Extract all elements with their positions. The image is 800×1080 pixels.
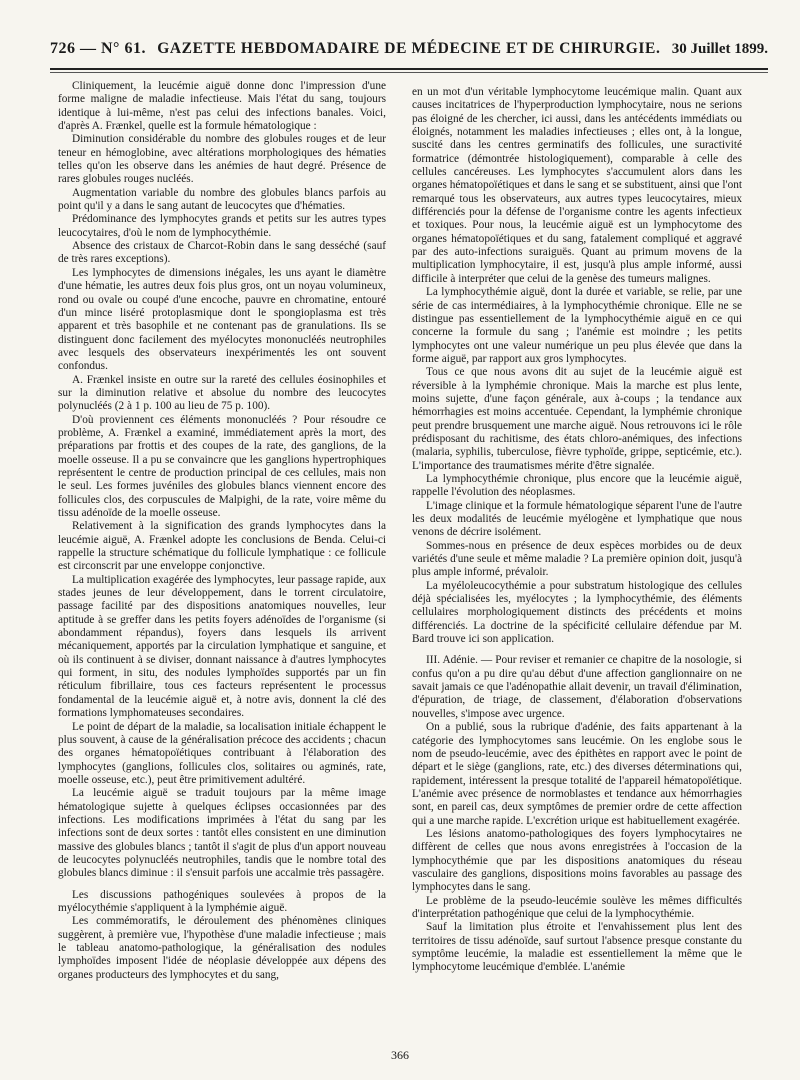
page-issue-number: 726 — N° 61. [50, 40, 146, 57]
right-column [412, 86, 742, 975]
section-paragraph-adenie: III. Adénie. — Pour reviser et remanier ce chapitre de la nosologie, si confus qu'on a pu dire qu'au début d'une affection ganglionnaire on ne savait jamais ce que l'adénopathie allait devenir, un travail d'élimination, d'épuration, de triage, de classement, d'élaboration d'observations nouvelles, s'impose avec urgence. [412, 654, 742, 720]
issue-date: 30 Juillet 1899. [671, 41, 768, 57]
paragraph: D'où proviennent ces éléments mononucléés ? Pour résoudre ce problème, A. Frænkel a examiné, immédiatement après la mort, des préparations par frottis et des coupes de la rate, des ganglions, de la moelle osseuse. Il a pu se convaincre que les ganglions hypertrophiques représentent le centre de production principal de ces cellules, mais non le seul. Les formes juvéniles des globules blancs viennent encore des follicules clos, des corpuscules de Malpighi, de la rate, voire même du tissu adénoïde de la moelle osseuse. [58, 413, 386, 519]
header-rule [50, 68, 768, 73]
paragraph: La multiplication exagérée des lymphocytes, leur passage rapide, aux stades jeunes de leur développement, dans le torrent circulatoire, passage facilité par des dispositions anatomiques nouvelles, leur aptitude à se greffer dans les petits foyers adénoïdes de l'organisme (si abondamment répandus), foyers dans lesquels ils arrivent mécaniquement, apportés par la circulation lymphatique et sanguine, et où ils continuent à se diviser, donnant naissance à d'autres lymphocytes qui forment, in situ, des nodules lymphoïdes supportés par un fin réticulum fibrillaire, tous ces facteurs représentent le processus fondamental de la leucémie aiguë et, à notre avis, donnent la clé des formations lymphomateuses secondaires. [58, 573, 386, 720]
page-number: 366 [391, 1048, 409, 1062]
paragraph: Les discussions pathogéniques soulevées à propos de la myélocythémie s'appliquent à la lymphémie aiguë. [58, 888, 386, 914]
paragraph: Tous ce que nous avons dit au sujet de la leucémie aiguë est réversible à la lymphémie chronique. Mais la marche est plus lente, moins sujette, d'une façon générale, aux à-coups ; la tendance aux hémorrhagies est moins accentuée. Cependant, la lymphémie chronique peut prendre brusquement une marche aiguë. Nous retrouvons ici le rôle prédisposant du rachitisme, des états chloro-anémiques, des infections (malaria, syphilis, tuberculose, fièvre typhoïde, grippe, septicémie, etc.). L'importance des traumatismes mérite d'être signalée. [412, 366, 742, 472]
paragraph: La myéloleucocythémie a pour substratum histologique des cellules déjà spécialisées les, myélocytes ; la lymphocythémie, des éléments cellulaires morphologiquement distincts des précédents et moins différenciés. La doctrine de la spécificité cellulaire défendue par M. Bard trouve ici son application. [412, 579, 742, 646]
left-column [58, 80, 386, 982]
paragraph: Sommes-nous en présence de deux espèces morbides ou de deux variétés d'une seule et même maladie ? La première opinion doit, jusqu'à plus ample informé, prévaloir. [412, 539, 742, 579]
paragraph: Les lymphocytes de dimensions inégales, les uns ayant le diamètre d'une hématie, les autres deux fois plus gros, ont un noyau volumineux, rond ou ovale ou coupé d'une encoche, pauvre en chromatine, entouré d'un mince liséré protoplasmique dont le spongioplasma est très apparent et très basophile et ne contenant pas de granulations. Ils se distinguent donc facilement des myélocytes mononucléés neutrophiles avec lesquels des observateurs inexpérimentés les ont souvent confondus. [58, 266, 386, 373]
paragraph: Les lésions anatomo-pathologiques des foyers lymphocytaires ne diffèrent de celles que nous avons enregistrées à l'occasion de la lymphocythémie que par les dispositions anatomiques du réseau vasculaire des ganglions, dispositions moins favorables au passage des lymphocytes dans le sang. [412, 827, 742, 894]
paragraph: Diminution considérable du nombre des globules rouges et de leur teneur en hémoglobine, avec altérations morphologiques des hématies telles qu'on les observe dans les anémies de haut degré. Présence de rares globules rouges nucléés. [58, 133, 386, 186]
paragraph: La lymphocythémie chronique, plus encore que la leucémie aiguë, rappelle l'évolution des néoplasmes. [412, 472, 742, 499]
paragraph: en un mot d'un véritable lymphocytome leucémique malin. Quant aux causes incitatrices de l'hyperproduction lymphocytaire, nous ne serions pas éloigné de les chercher, ici aussi, dans les antécédents immédiats ou éloignés, notamment les maladies infectieuses ; elles ont, à la longue, suscité dans les centres germinatifs des follicules, une suractivité formatrice (démontrée histologiquement), comparable à celle des cellules cancéreuses. Les lymphocytes s'accumulent alors dans les organes hématopoïétiques et dans le sang et se substituent, ainsi que l'ont remarqué tous les observateurs, aux autres types leucocytaires, mieux différenciés pour la défense de l'organisme contre les agents infectieux et toxiques. Pour nous, la leucémie aiguë est un lymphocytome des organes hématopoïétiques et du sang, fatalement compliqué et aggravé par des auto-infections suraiguës. Quant au primum movens de la multiplication lymphocytaire, il est, jusqu'à plus ample informé, aussi difficile à interpréter que celui de la genèse des tumeurs malignes. [412, 86, 742, 285]
paragraph: La lymphocythémie aiguë, dont la durée et variable, se relie, par une série de cas intermédiaires, à la lymphocythémie chronique. Elle ne se distingue pas essentiellement de la lymphocythémie aiguë en ce qui concerne la formule du sang ; l'anémie est moindre ; les petits lymphocytes ont une valeur numérique un peu plus élevée que dans la forme aiguë, par rapport aux gros lymphocytes. [412, 286, 742, 365]
journal-title: GAZETTE HEBDOMADAIRE DE MÉDECINE ET DE CHIRURGIE. [157, 40, 661, 57]
paragraph: Cliniquement, la leucémie aiguë donne donc l'impression d'une forme maligne de maladie infectieuse. Mais l'état du sang, toujours identique à lui-même, n'est pas celui des infections banales. Voici, d'après A. Frænkel, quelle est la formule hématologique : [58, 80, 386, 133]
paragraph: Sauf la limitation plus étroite et l'envahissement plus lent des territoires de tissu adénoïde, sauf surtout l'absence presque constante du symptôme leucémie, la maladie est essentiellement la même que le lymphocytome leucémique d'emblée. L'anémie [412, 921, 742, 974]
paragraph: Le problème de la pseudo-leucémie soulève les mêmes difficultés d'interprétation pathogénique que celui de la lymphocythémie. [412, 894, 742, 920]
paragraph: Prédominance des lymphocytes grands et petits sur les autres types leucocytaires, d'où le nom de lymphocythémie. [58, 213, 386, 239]
paragraph: On a publié, sous la rubrique d'adénie, des faits appartenant à la catégorie des lymphocytomes sans leucémie. On les englobe sous le nom de pseudo-leucémie, avec des épithètes en rapport avec le point de départ et le siège (ganglions, rate, etc.) des diverses déterminations qui, rapidement, intéressent la presque totalité de l'appareil hématopoïétique. L'anémie avec présence de normoblastes et tendance aux hémorrhagies sont, en pareil cas, deux symptômes de premier ordre de cette affection qui a une marche rapide. L'excrétion urique est habituellement exagérée. [412, 721, 742, 827]
paragraph: L'image clinique et la formule hématologique séparent l'une de l'autre les deux modalités de leucémie myélogène et lymphatique que nous venons de décrire isolément. [412, 499, 742, 539]
paragraph: Relativement à la signification des grands lymphocytes dans la leucémie aiguë, A. Frænkel adopte les conclusions de Benda. Celui-ci rappelle la structure schématique du follicule lymphatique : ce follicule est circonscrit par une enveloppe conjonctive. [58, 520, 386, 573]
paragraph: Les commémoratifs, le déroulement des phénomènes cliniques suggèrent, à première vue, l'hypothèse d'une maladie infectieuse ; mais le tableau anatomo-pathologique, la généralisation des nodules lymphoïdes imposent l'idée de néoplasie développée aux dépens des organes producteurs des lymphocytes et du sang, [58, 915, 386, 981]
paragraph: La leucémie aiguë se traduit toujours par la même image hématologique sujette à quelques éclipses occasionnées par des infections. Les modifications imprimées à l'état du sang par les infections sont de deux sortes : tantôt elles consistent en une diminution massive des globules blancs ; tantôt il s'agit de plus d'un apport nouveau de leucocytes polynucléés neutrophiles, tandis que le nombre total des globules blancs diminue : il s'ensuit parfois une accalmie très passagère. [58, 787, 386, 880]
paragraph: Augmentation variable du nombre des globules blancs parfois au point qu'il y a dans le sang autant de leucocytes que d'hématies. [58, 186, 386, 213]
paragraph: Le point de départ de la maladie, sa localisation initiale échappent le plus souvent, à cause de la généralisation précoce des accidents ; chacun des organes hématopoïétiques contribuant à l'élaboration des lymphocytes (ganglions, follicules clos, solitaires ou agminés, rate, moelle osseuse, etc.), peut être primitivement adultéré. [58, 720, 386, 786]
running-header [50, 40, 768, 62]
paragraph: A. Frænkel insiste en outre sur la rareté des cellules éosinophiles et sur la diminution relative et absolue du nombre des leucocytes polynucléés (2 à 1 p. 100 au lieu de 75 p. 100). [58, 373, 386, 413]
paragraph: Absence des cristaux de Charcot-Robin dans le sang desséché (sauf de très rares exceptions). [58, 240, 386, 266]
